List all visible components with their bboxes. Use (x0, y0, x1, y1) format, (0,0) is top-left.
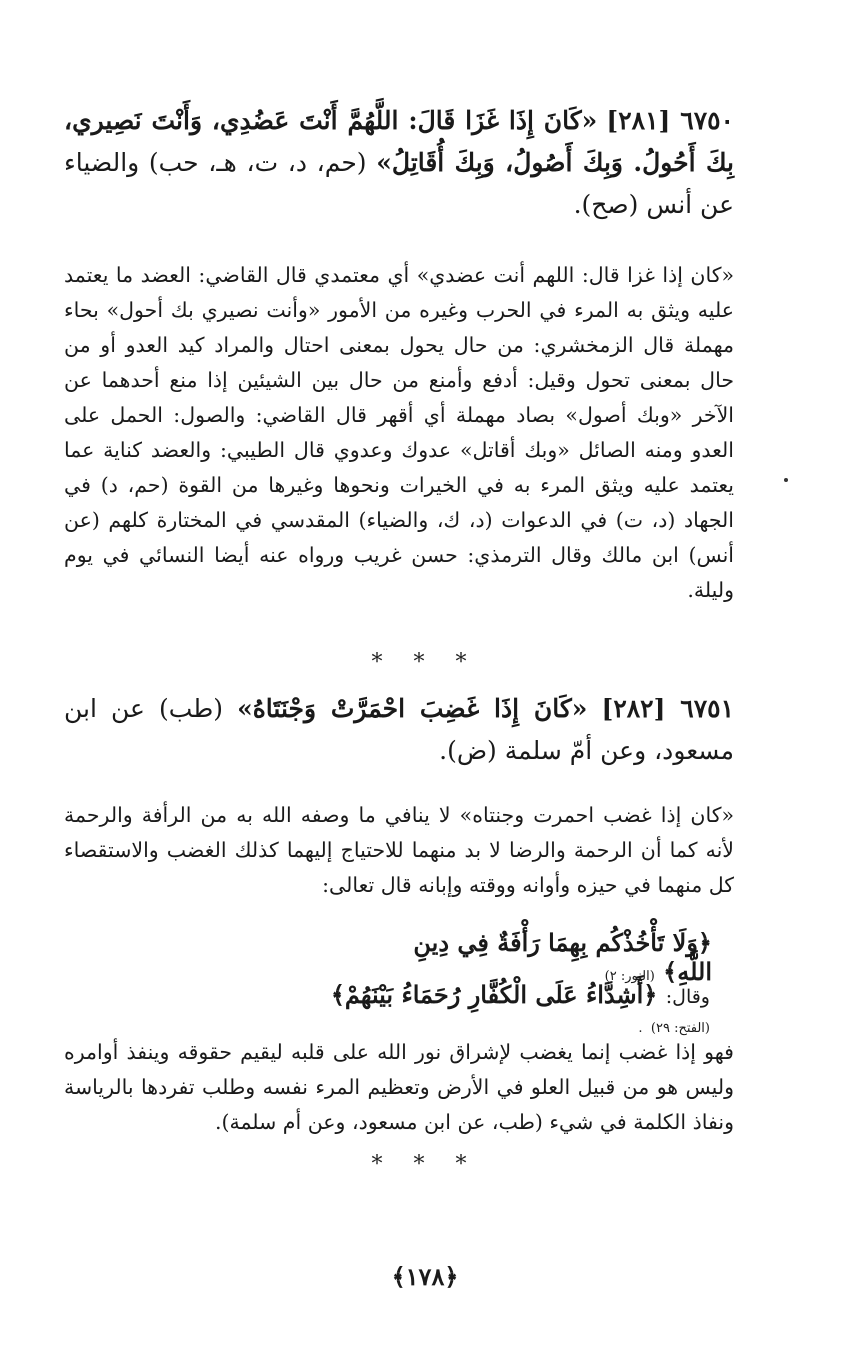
section-separator: * * * (371, 650, 479, 675)
stray-mark (784, 478, 788, 482)
hadith-6751 (64, 688, 734, 772)
hadith-number: ٦٧٥١ [٢٨٢] (601, 694, 734, 723)
commentary-6751: «كان إذا غضب احمرت وجنتاه» لا ينافي ما وصفه الله به من الرأفة والرحمة لأنه كما أن الرحمة والرضا لا بد منهما للاحتياج إليهما كذلك الغضب والاستقصاء كل منهما في حيزه وأوانه ووقته وإبانه قال تعالى: (64, 803, 735, 897)
commentary-6750: «كان إذا غزا قال: اللهم أنت عضدي» أي معتمدي قال القاضي: العضد ما يعتمد عليه ويثق به المرء في الحرب وغيره من الأمور «وأنت نصيري بك أحول» بحاء مهملة قال الزمخشري: من حال يحول بمعنى احتال والمراد كيد العدو أو من حال بمعنى تحول وقيل: أدفع وأمنع من حال بين الشيئين إذا منع أحدهما عن الآخر «وبك أصول» بصاد مهملة أي أقهر قال القاضي: والصول: الحمل على العدو ومنه الصائل «وبك أقاتل» عدوك وعدوي قال الطيبي: والعضد كناية عما يعتمد عليه ويثق المرء به في الخيرات ونحوها وغيرها من القوة (حم، د) في الجهاد (د، ت) في الدعوات (د، ك، والضياء) المقدسي في المختارة كلهم (عن أنس) ابن مالك وقال الترمذي: حسن غريب ورواه عنه أيضا النسائي في يوم وليلة. (64, 263, 734, 602)
quran-verse-2 (290, 980, 710, 1038)
hadith-text: «كَانَ إِذَا غَضِبَ احْمَرَّتْ وَجْنَتَاهُ» (237, 694, 588, 723)
verse-text: ﴿أَشِدَّاءُ عَلَى الْكُفَّارِ رُحَمَاءُ بَيْنَهُمْ﴾ (330, 980, 658, 1009)
commentary-6751-continued: فهو إذا غضب إنما يغضب لإشراق نور الله على قلبه ليقيم حقوقه وينفذ أوامره وليس هو من قبيل العلو في الأرض وتعظيم المرء نفسه وطلب تفردها بالرياسة ونفاذ الكلمة في شيء (طب، عن ابن مسعود، وعن أم سلمة). (64, 1040, 734, 1134)
verse-text: ﴿وَلَا تَأْخُذْكُم بِهِمَا رَأْفَةٌ فِي دِينِ اللَّهِ﴾ (413, 928, 712, 986)
hadith-sources: (حم، د، ت، هـ، حب) والضياء عن أنس (صح). (64, 148, 734, 219)
verse-suffix: . (638, 1021, 643, 1036)
verse-prefix: وقال: (665, 986, 710, 1008)
verse-reference: (الفتح: ٢٩) (650, 1021, 710, 1036)
quran-verse-1 (380, 928, 712, 986)
section-separator: * * * (371, 1152, 479, 1177)
hadith-6750 (64, 100, 734, 226)
verse-reference: (النور: ٢) (604, 969, 655, 984)
page-number: ﴿١٧٨﴾ (391, 1262, 459, 1291)
hadith-text: «كَانَ إِذَا غَزَا قَالَ: اللَّهُمَّ أَنْتَ عَضُدِي، وَأَنْتَ نَصِيري، بِكَ أَحُولُ. وَبِكَ أَصُولُ، وَبِكَ أُقَاتِلُ» (64, 106, 734, 177)
hadith-sources: (طب) عن ابن مسعود، وعن أمّ سلمة (ض). (64, 694, 734, 765)
hadith-number: ٦٧٥٠ [٢٨١] (606, 106, 734, 135)
